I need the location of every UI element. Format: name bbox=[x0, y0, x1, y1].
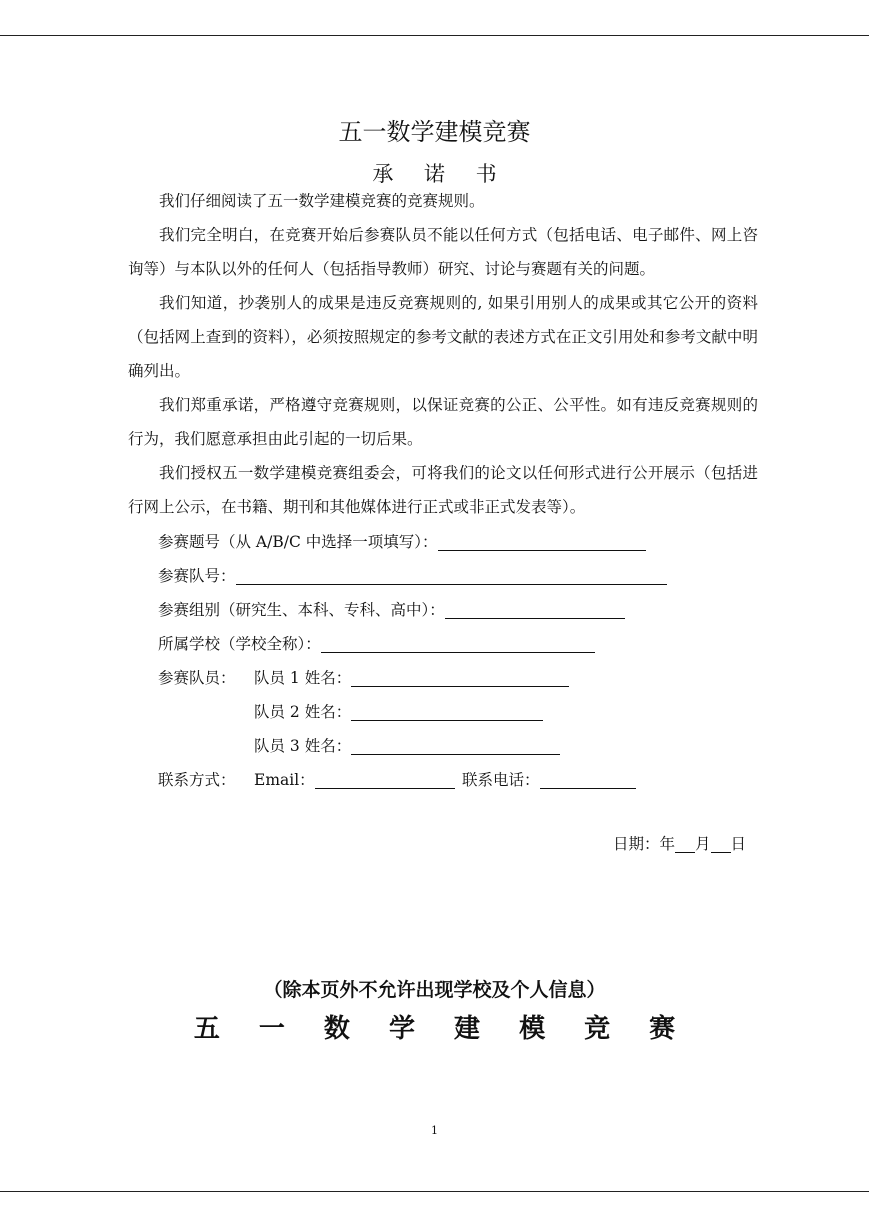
paragraph-3: 我们知道，抄袭别人的成果是违反竞赛规则的, 如果引用别人的成果或其它公开的资料（包括网上查到的资料），必须按照规定的参考文献的表述方式在正文引用处和参考文献中明确列出。 bbox=[128, 294, 758, 380]
team-number-row bbox=[158, 564, 667, 588]
date-month: 月 bbox=[695, 835, 711, 853]
phone-label: 联系电话： bbox=[462, 771, 540, 789]
document-subtitle: 承 诺 书 bbox=[372, 162, 509, 186]
group-row bbox=[158, 598, 625, 622]
email-label: Email： bbox=[254, 771, 315, 789]
group-field[interactable] bbox=[445, 600, 625, 619]
problem-number-row bbox=[158, 530, 646, 554]
date-row bbox=[613, 832, 746, 856]
phone-row bbox=[462, 768, 636, 792]
team-number-label: 参赛队号： bbox=[158, 567, 236, 585]
member3-row bbox=[254, 734, 560, 758]
school-row bbox=[158, 632, 595, 656]
school-label: 所属学校（学校全称）： bbox=[158, 635, 321, 653]
paragraph-1: 我们仔细阅读了五一数学建模竞赛的竞赛规则。 bbox=[159, 192, 485, 210]
date-prefix: 日期： bbox=[613, 835, 660, 853]
header-rule bbox=[0, 35, 869, 36]
footer-title: 五 一 数 学 建 模 竞 赛 bbox=[193, 1014, 691, 1044]
school-field[interactable] bbox=[321, 634, 595, 653]
contact-label: 联系方式： bbox=[158, 771, 236, 789]
pledge-paragraphs bbox=[128, 184, 758, 524]
footer-rule bbox=[0, 1191, 869, 1192]
members-label: 参赛队员： bbox=[158, 669, 236, 687]
group-label: 参赛组别（研究生、本科、专科、高中）： bbox=[158, 601, 445, 619]
page-number: 1 bbox=[431, 1124, 438, 1137]
member3-field[interactable] bbox=[351, 736, 560, 755]
member3-label: 队员 3 姓名： bbox=[254, 737, 352, 755]
date-month-field[interactable] bbox=[675, 836, 695, 853]
problem-number-label: 参赛题号（从 A/B/C 中选择一项填写）： bbox=[158, 533, 438, 551]
privacy-notice: （除本页外不允许出现学校及个人信息） bbox=[263, 979, 606, 1001]
member2-row bbox=[254, 700, 543, 724]
date-day-field[interactable] bbox=[711, 836, 731, 853]
member2-field[interactable] bbox=[351, 702, 543, 721]
contact-row bbox=[158, 768, 236, 792]
email-field[interactable] bbox=[315, 770, 455, 789]
document-title: 五一数学建模竞赛 bbox=[338, 118, 531, 146]
member2-label: 队员 2 姓名： bbox=[254, 703, 352, 721]
paragraph-5: 我们授权五一数学建模竞赛组委会，可将我们的论文以任何形式进行公开展示（包括进行网上公示，在书籍、期刊和其他媒体进行正式或非正式发表等）。 bbox=[128, 464, 758, 516]
date-day: 日 bbox=[730, 835, 747, 853]
date-year: 年 bbox=[659, 835, 676, 853]
member1-row bbox=[254, 666, 569, 690]
member1-field[interactable] bbox=[351, 668, 569, 687]
member1-label: 队员 1 姓名： bbox=[254, 669, 352, 687]
problem-number-field[interactable] bbox=[438, 532, 646, 551]
members-row bbox=[158, 666, 236, 690]
team-number-field[interactable] bbox=[236, 566, 667, 585]
paragraph-2: 我们完全明白，在竞赛开始后参赛队员不能以任何方式（包括电话、电子邮件、网上咨询等）与本队以外的任何人（包括指导教师）研究、讨论与赛题有关的问题。 bbox=[128, 226, 758, 278]
email-row bbox=[254, 768, 455, 792]
phone-field[interactable] bbox=[540, 770, 636, 789]
paragraph-4: 我们郑重承诺，严格遵守竞赛规则，以保证竞赛的公正、公平性。如有违反竞赛规则的行为，我们愿意承担由此引起的一切后果。 bbox=[128, 396, 758, 448]
